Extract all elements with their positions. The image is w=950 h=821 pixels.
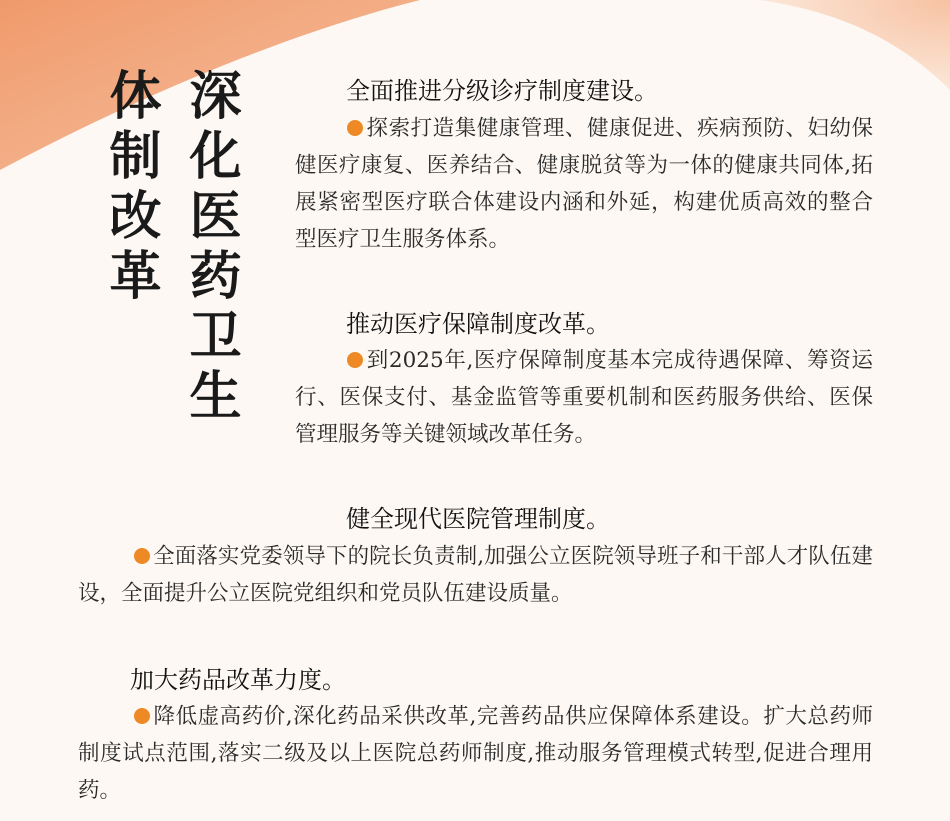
section-4-body: 降低虚高药价,深化药品采供改革,完善药品供应保障体系建设。扩大总药师制度试点范围,落实二级及以上医院总药师制度,推动服务管理模式转型,促进合理用药。: [78, 704, 873, 803]
section-1-heading: 全面推进分级诊疗制度建设。: [346, 77, 658, 105]
section-2-body: 到2025年,医疗保障制度基本完成待遇保障、筹资运行、医保支付、基金监管等重要机制和医药服务供给、医保管理服务等关键领域改革任务。: [295, 348, 873, 447]
bullet-dot-icon: [347, 352, 363, 368]
bullet-dot-icon: [134, 548, 150, 564]
bullet-dot-icon: [134, 708, 150, 724]
title-column-1: [180, 68, 240, 428]
title-column-1-text: 深化医药卫生: [180, 68, 241, 428]
title-column-2: [100, 68, 160, 308]
section-2-paragraph: [295, 342, 873, 453]
section-4-paragraph: [78, 698, 873, 809]
section-3-body: 全面落实党委领导下的院长负责制,加强公立医院领导班子和干部人才队伍建设，全面提升公立医院党组织和党员队伍建设质量。: [78, 544, 873, 606]
section-4-heading: 加大药品改革力度。: [130, 666, 346, 694]
section-1-body: 探索打造集健康管理、健康促进、疾病预防、妇幼保健医疗康复、医养结合、健康脱贫等为一体的健康共同体,拓展紧密型医疗联合体建设内涵和外延，构建优质高效的整合型医疗卫生服务体系。: [295, 116, 873, 252]
section-3-paragraph: [78, 538, 873, 612]
section-2-heading: 推动医疗保障制度改革。: [346, 310, 610, 338]
section-3-heading: 健全现代医院管理制度。: [346, 505, 610, 533]
bullet-dot-icon: [347, 120, 363, 136]
title-column-2-text: 体制改革: [100, 68, 161, 308]
section-1-paragraph: [295, 110, 873, 258]
